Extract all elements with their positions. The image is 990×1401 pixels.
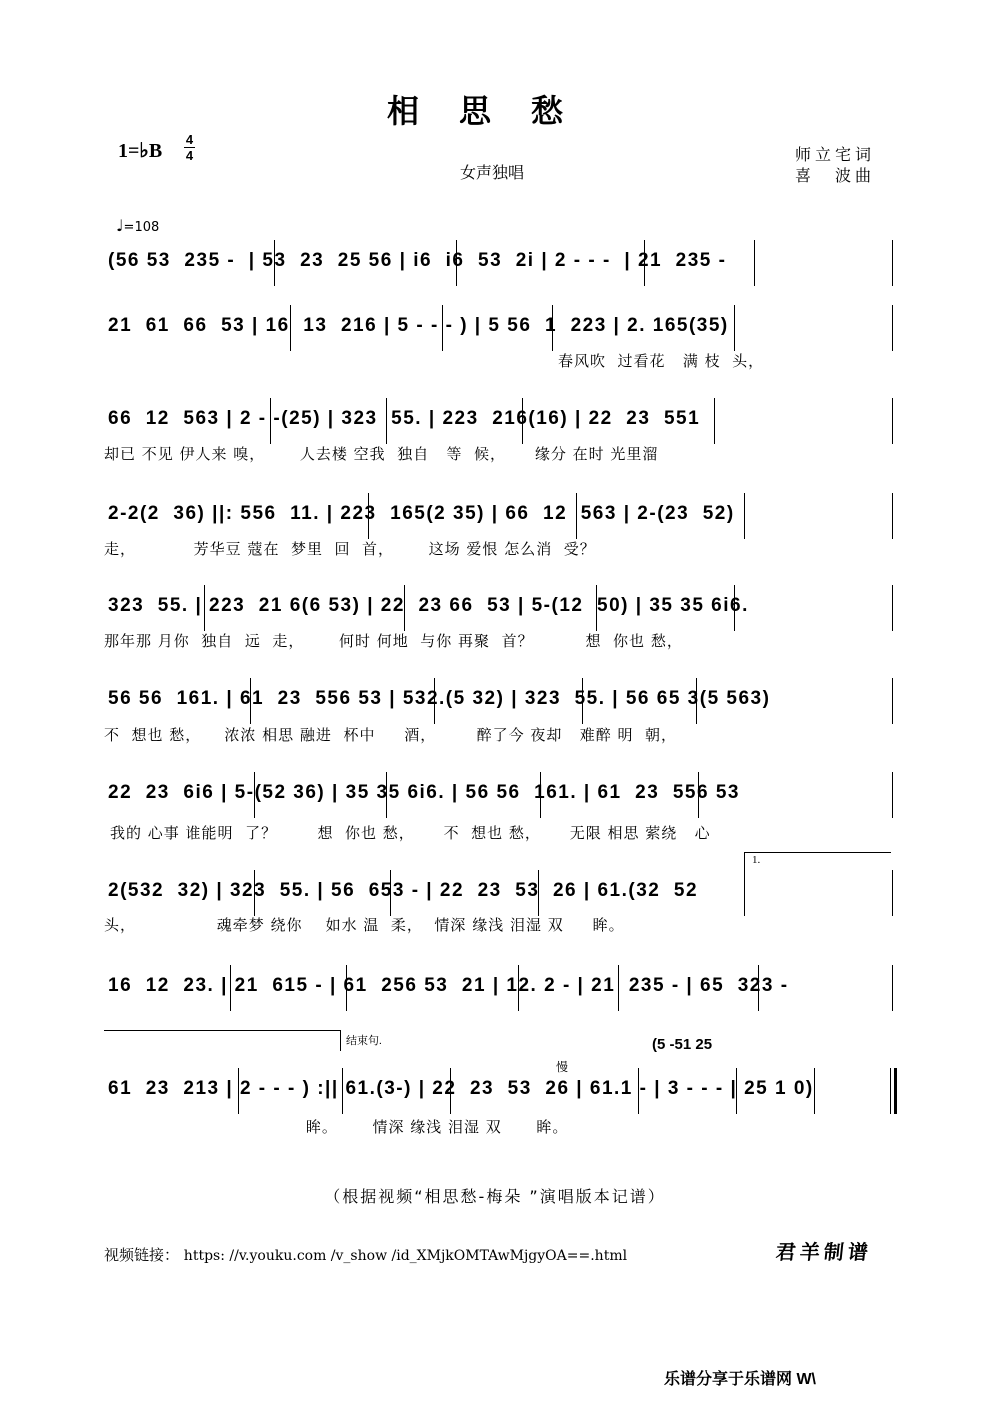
lyric-line: 头， 魂牵梦 绕你 如水 温 柔， 情深 缘浅 泪湿 双 眸。	[104, 916, 625, 934]
bar-line	[758, 965, 759, 1011]
source-note: （根据视频“相思愁-梅朵 ”演唱版本记谱）	[324, 1187, 666, 1206]
staff-row	[104, 240, 894, 286]
bar-line	[456, 240, 457, 286]
bar-line	[696, 678, 697, 724]
staff-row	[104, 398, 894, 444]
bar-line	[434, 678, 435, 724]
bar-line	[342, 1068, 343, 1114]
bar-line	[754, 240, 755, 286]
page-title: 相思愁	[386, 92, 603, 130]
staff-notes: 2(532 32) | 323 55. | 56 653 - | 22 23 53 26 | 61.(32 52	[108, 880, 699, 901]
bar-line	[892, 678, 893, 724]
bar-line	[442, 305, 443, 351]
staff-notes: 22 23 6i6 | 5-(52 36) | 35 35 6i6. | 56 56 161. | 61 23 556 53	[108, 782, 740, 803]
bar-line	[892, 585, 893, 631]
tempo-marking	[116, 216, 159, 235]
time-signature	[184, 133, 195, 162]
staff-notes: 2-2(2 36) ||: 556 11. | 223 165(2 35) | 66 12 563 | 2-(23 52)	[108, 503, 735, 524]
bar-line	[522, 398, 523, 444]
volta-bracket-2	[340, 1030, 341, 1051]
bar-line	[814, 1068, 815, 1114]
bar-line	[744, 870, 745, 916]
bar-line	[582, 678, 583, 724]
bar-line	[270, 398, 271, 444]
bar-line	[892, 493, 893, 539]
staff-row	[104, 965, 894, 1011]
bar-line	[892, 398, 893, 444]
staff-row	[104, 1068, 894, 1114]
staff-notes: 56 56 161. | 61 23 556 53 | 532.(5 32) | 323 55. | 56 65 3(5 563)	[108, 688, 771, 709]
tempo-value: =108	[123, 220, 160, 235]
bar-line	[250, 678, 251, 724]
video-link-label: 视频链接：	[104, 1246, 180, 1264]
bar-line	[552, 305, 553, 351]
bar-line	[386, 398, 387, 444]
bar-line	[734, 305, 735, 351]
bar-line	[404, 585, 405, 631]
quarter-note-icon: ♩	[116, 216, 124, 235]
bar-line	[892, 240, 893, 286]
staff-notes: 21 61 66 53 | 16 13 216 | 5 - - - ) | 5 56 1 223 | 2. 165(35)	[108, 315, 729, 336]
staff-notes: (56 53 235 - | 53 23 25 56 | i6 i6 53 2i | 2 - - - | 21 235 -	[108, 250, 727, 271]
bar-line	[346, 965, 347, 1011]
bar-line	[386, 772, 387, 818]
bar-line	[230, 965, 231, 1011]
staff-row	[104, 870, 894, 916]
staff-row	[104, 493, 894, 539]
bar-line	[638, 1068, 639, 1114]
lyric-line: 走， 芳华豆 蔻在 梦里 回 首， 这场 爱恨 怎么消 受？	[104, 540, 596, 558]
video-link-url[interactable]: https: //v.youku.com /v_show /id_XMjkOMTAwMjgyOA==.html	[183, 1248, 628, 1264]
video-link	[104, 1244, 627, 1265]
lyric-line: 那年那 月你 独自 远 走， 何时 何地 与你 再聚 首？ 想 你也 愁，	[104, 632, 683, 650]
bar-line	[618, 965, 619, 1011]
bar-line	[698, 772, 699, 818]
bar-line	[368, 493, 369, 539]
staff-notes: 61 23 213 | 2 - - - ) :|| 61.(3-) | 22 23 53 26 | 61.1 - | 3 - - - | 25 1 0)	[108, 1078, 814, 1099]
bar-line	[734, 585, 735, 631]
site-watermark: 乐谱分享于乐谱网 W\	[664, 1371, 816, 1388]
tempo-slow-marking: 慢	[556, 1060, 569, 1074]
bar-line	[254, 870, 255, 916]
staff-row	[104, 678, 894, 724]
bar-line	[518, 965, 519, 1011]
lyric-line: 眸。 情深 缘浅 泪湿 双 眸。	[104, 1118, 569, 1136]
lyric-line: 却已 不见 伊人来 嗅， 人去楼 空我 独自 等 候， 缘分 在时 光里溜	[104, 445, 659, 463]
bar-line	[274, 240, 275, 286]
volta-label-1: 1.	[752, 854, 761, 866]
bar-line	[540, 772, 541, 818]
performance-type: 女声独唱	[460, 163, 525, 182]
ending-label: 结束句.	[346, 1035, 382, 1047]
bar-line	[290, 305, 291, 351]
volta-bracket-1-continued	[104, 1030, 340, 1051]
bar-line	[390, 870, 391, 916]
transcriber-signature: 君羊制谱	[774, 1240, 874, 1264]
staff-row	[104, 585, 894, 631]
bar-line	[576, 493, 577, 539]
bar-line	[736, 1068, 737, 1114]
bar-line	[450, 1068, 451, 1114]
lyricist-credit: 师立宅词	[795, 145, 876, 164]
bar-line	[892, 305, 893, 351]
bar-line	[204, 585, 205, 631]
bar-line	[538, 870, 539, 916]
meter-bottom: 4	[185, 148, 194, 163]
bar-line	[892, 772, 893, 818]
lyric-line: 不 想也 愁， 浓浓 相思 融进 杯中 酒， 醉了今 夜却 难醉 明 朝，	[104, 726, 678, 744]
lyric-line: 春风吹 过看花 满 枝 头，	[558, 352, 765, 370]
ossia-notes: (5 -51 25	[652, 1036, 713, 1053]
bar-line	[596, 585, 597, 631]
bar-line	[238, 1068, 239, 1114]
bar-line	[644, 240, 645, 286]
bar-line	[892, 965, 893, 1011]
staff-notes: 66 12 563 | 2 - -(25) | 323 55. | 223 216(16) | 22 23 551	[108, 408, 701, 429]
meter-top: 4	[185, 132, 194, 147]
key-signature: 1=♭B	[118, 140, 163, 162]
bar-line	[254, 772, 255, 818]
bar-line	[744, 493, 745, 539]
staff-notes: 16 12 23. | 21 615 - | 61 256 53 21 | 12. 2 - | 21 235 - | 65 323 -	[108, 975, 789, 996]
bar-line	[714, 398, 715, 444]
final-bar-line	[890, 1068, 891, 1114]
lyric-line: 我的 心事 谁能明 了？ 想 你也 愁， 不 想也 愁， 无限 相思 萦绕 心	[110, 824, 711, 842]
composer-credit: 喜 波曲	[795, 166, 876, 185]
staff-notes: 323 55. | 223 21 6(6 53) | 22 23 66 53 | 5-(12 50) | 35 35 6i6.	[108, 595, 749, 616]
final-bar-line-thick	[894, 1068, 897, 1114]
bar-line	[892, 870, 893, 916]
staff-row	[104, 305, 894, 351]
staff-row	[104, 772, 894, 818]
